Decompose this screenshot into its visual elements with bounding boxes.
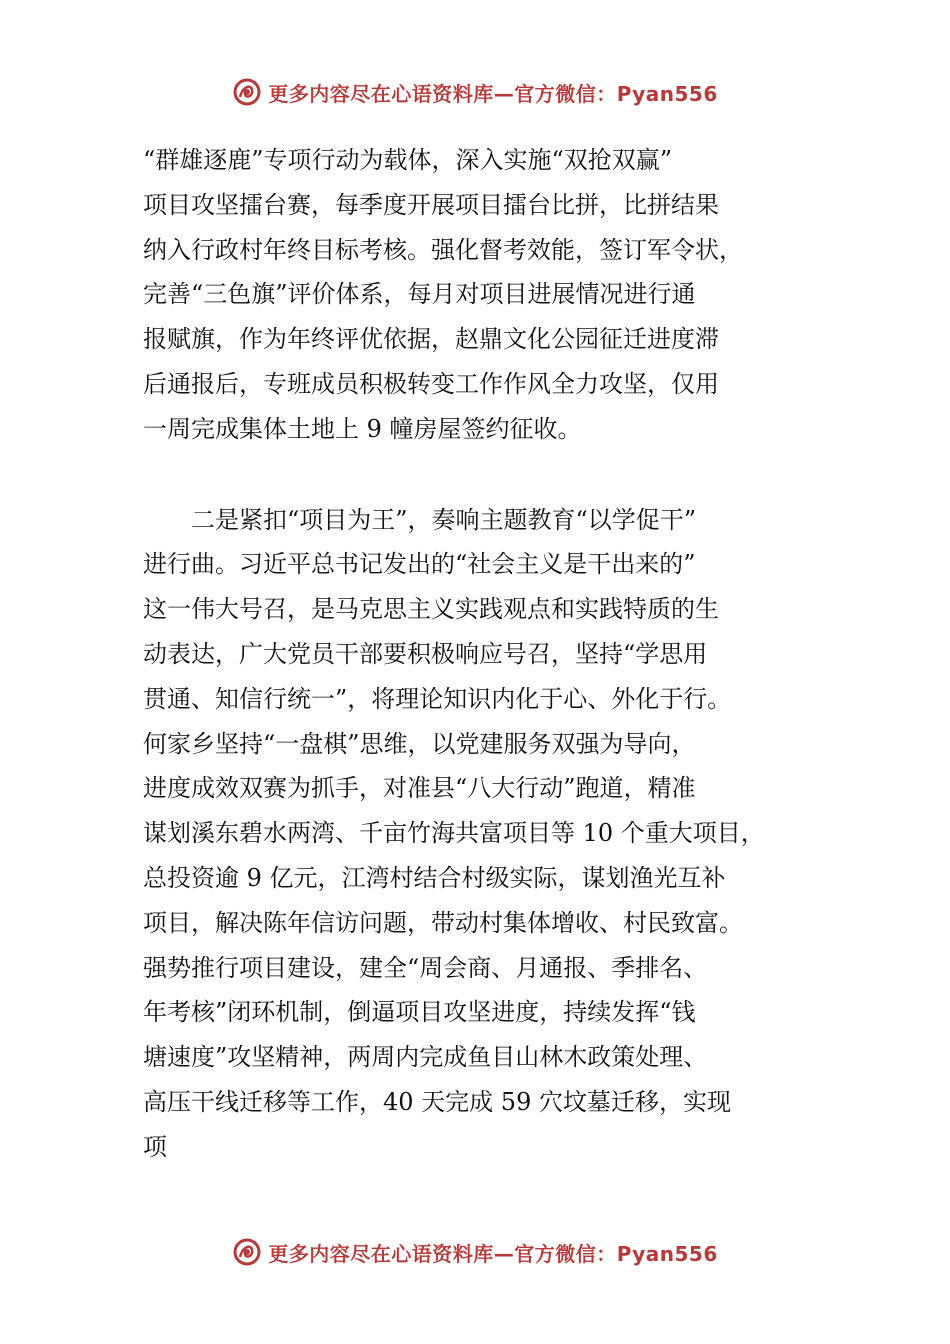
text-line: 塘速度”攻坚精神，两周内完成鱼目山林木政策处理、 bbox=[143, 1043, 708, 1072]
footer-banner bbox=[0, 1232, 950, 1272]
text-line: 完善“三色旗”评价体系，每月对项目进展情况进行通 bbox=[143, 280, 696, 309]
text-line: 谋划溪东碧水两湾、千亩竹海共富项目等 10 个重大项目， bbox=[143, 819, 765, 848]
text-line: 项目攻坚擂台赛，每季度开展项目擂台比拼，比拼结果 bbox=[143, 190, 719, 219]
text-line: 进行曲。习近平总书记发出的“社会主义是干出来的” bbox=[143, 550, 696, 579]
text-line: 这一伟大号召，是马克思主义实践观点和实践特质的生 bbox=[143, 595, 719, 624]
header-banner bbox=[0, 72, 950, 112]
text-line: 二是紧扣“项目为王”，奏响主题教育“以学促干” bbox=[143, 505, 697, 534]
text-line: 报赋旗，作为年终评优依据，赵鼎文化公园征迁进度滞 bbox=[143, 325, 719, 354]
header-banner-text: 更多内容尽在心语资料库—官方微信：Pyan556 bbox=[268, 81, 718, 106]
text-line: 强势推行项目建设，建全“周会商、月通报、季排名、 bbox=[143, 953, 708, 982]
swirl-logo-icon bbox=[232, 1237, 262, 1267]
footer-banner-text: 更多内容尽在心语资料库—官方微信：Pyan556 bbox=[268, 1241, 718, 1266]
text-line: 后通报后，专班成员积极转变工作作风全力攻坚，仅用 bbox=[143, 369, 719, 398]
text-line: 项 bbox=[143, 1132, 167, 1161]
text-line: 何家乡坚持“一盘棋”思维，以党建服务双强为导向， bbox=[143, 729, 696, 758]
document-body bbox=[143, 138, 815, 1170]
text-line: 高压干线迁移等工作，40 天完成 59 穴坟墓迁移，实现 bbox=[143, 1087, 731, 1116]
swirl-logo-icon bbox=[232, 77, 262, 107]
text-line: 年考核”闭环机制，倒逼项目攻坚进度，持续发挥“钱 bbox=[143, 998, 696, 1027]
text-line: 进度成效双赛为抓手，对准县“八大行动”跑道，精准 bbox=[143, 774, 696, 803]
text-line: 一周完成集体土地上 9 幢房屋签约征收。 bbox=[143, 414, 582, 443]
text-line: 纳入行政村年终目标考核。强化督考效能，签订军令状， bbox=[143, 235, 743, 264]
text-line: “群雄逐鹿”专项行动为载体，深入实施“双抢双赢” bbox=[143, 146, 673, 174]
text-line: 动表达，广大党员干部要积极响应号召，坚持“学思用 bbox=[143, 639, 708, 668]
paragraph-2 bbox=[143, 498, 815, 1170]
paragraph-1 bbox=[143, 138, 815, 452]
text-line: 项目，解决陈年信访问题，带动村集体增收、村民致富。 bbox=[143, 908, 743, 937]
paragraph-gap bbox=[143, 452, 815, 498]
text-line: 贯通、知信行统一”，将理论知识内化于心、外化于行。 bbox=[143, 684, 732, 713]
text-line: 总投资逾 9 亿元，江湾村结合村级实际，谋划渔光互补 bbox=[143, 863, 726, 892]
